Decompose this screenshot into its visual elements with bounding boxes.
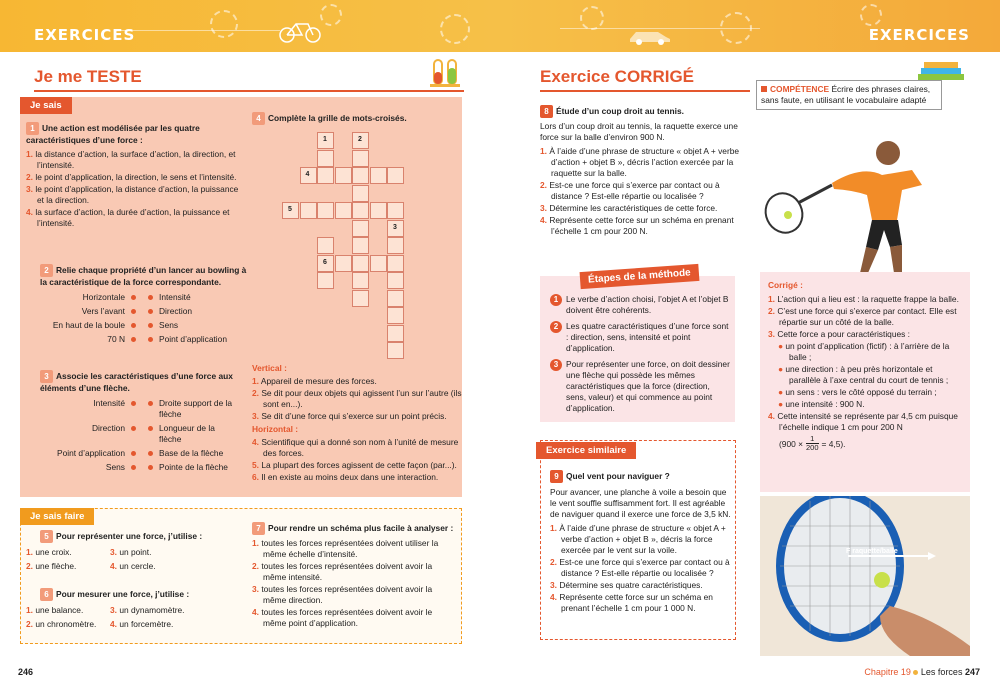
exercise-title: Quel vent pour naviguer ? xyxy=(566,471,670,481)
racket-image xyxy=(760,496,970,656)
crossword-cell[interactable] xyxy=(387,272,404,289)
match-right: Direction xyxy=(159,306,193,316)
match-dot[interactable] xyxy=(148,451,153,456)
exercise-9 xyxy=(550,470,732,615)
crossword-cell[interactable] xyxy=(387,325,404,342)
clue-item: 5. La plupart des forces agissent de cette façon (par...). xyxy=(252,460,457,470)
crossword-cell[interactable] xyxy=(317,237,334,254)
match-left: 70 N xyxy=(107,334,125,344)
left-rule xyxy=(34,90,464,92)
exercise-question: Pour mesurer une force, j’utilise : xyxy=(56,589,190,599)
answer-option: 3. un dynamomètre. xyxy=(110,605,185,615)
clue-item: 1. Appareil de mesure des forces. xyxy=(252,376,377,386)
crossword-cell[interactable] xyxy=(387,237,404,254)
crossword-cell[interactable] xyxy=(317,167,334,184)
topic-label: Les forces xyxy=(920,667,963,677)
methode-step: 3 Pour représenter une force, on doit dessiner une flèche qui possède les mêmes caractéristiques que la force (direction, sens, valeur) et qui commence au point d’application. xyxy=(556,359,732,414)
match-right: Sens xyxy=(159,320,179,330)
question-item: 2. Est-ce une force qui s’exerce par contact ou à distance ? Est-elle répartie ou localisée ? xyxy=(550,557,730,578)
exercise-5 xyxy=(26,530,240,571)
gear-icon xyxy=(320,4,342,26)
crossword-cell[interactable] xyxy=(387,307,404,324)
match-left: Horizontale xyxy=(82,292,125,302)
corrige-content xyxy=(768,280,966,452)
crossword-cell[interactable] xyxy=(317,150,334,167)
exercise-question: Pour représenter une force, j’utilise : xyxy=(56,531,203,541)
match-row xyxy=(40,398,255,420)
right-title: Exercice CORRIGÉ xyxy=(540,67,695,86)
answer-option: 4. toutes les forces représentées doivent avoir le même point d’application. xyxy=(252,607,433,628)
footer-right xyxy=(864,667,980,677)
exercise-intro: Pour avancer, une planche à voile a besoin que le vent souffle suffisamment fort. Il est agréable de naviguer quand il exerce une force de 3,5 kN. xyxy=(550,487,731,519)
vertical-title: Vertical : xyxy=(252,363,287,373)
car-icon xyxy=(628,26,672,46)
exercise-3 xyxy=(40,370,255,476)
corrige-bullet: ● une intensité : 900 N. xyxy=(778,399,865,409)
crossword-cell[interactable] xyxy=(335,167,352,184)
exercise-intro: Lors d’un coup droit au tennis, la raquette exerce une force sur la balle d’environ 900 N. xyxy=(540,121,738,142)
exercise-8 xyxy=(540,105,745,238)
question-item: 4. Représente cette force sur un schéma en prenant l’échelle 1 cm pour 1 000 N. xyxy=(550,592,713,613)
match-left: Direction xyxy=(91,423,125,433)
similaire-tag: Exercice similaire xyxy=(536,442,636,459)
crossword-cell[interactable] xyxy=(387,342,404,359)
crossword-cell[interactable] xyxy=(352,167,369,184)
crossword-cell[interactable] xyxy=(335,202,352,219)
left-title: Je me TESTE xyxy=(34,67,142,86)
clue-item: 2. Se dit pour deux objets qui agissent l’un sur l’autre (ils sont en...). xyxy=(252,388,462,409)
corrige-item: 2. C’est une force qui s’exerce par contact. Elle est répartie sur un côté de la balle. xyxy=(768,306,957,327)
clue-item: 3. Se dit d’une force qui s’exerce sur un point précis. xyxy=(252,411,447,421)
corrige-item: 1. L’action qui a lieu est : la raquette frappe la balle. xyxy=(768,294,959,304)
question-item: 2. Est-ce une force qui s’exerce par contact ou à distance ? Est-elle répartie ou localisée ? xyxy=(540,180,720,201)
question-item: 1. À l’aide d’une phrase de structure « objet A + verbe d’action + objet B », décris l’action exercée par la raquette sur la balle. xyxy=(540,146,740,178)
exercise-question: Une action est modélisée par les quatre caractéristiques d’une force : xyxy=(26,123,200,145)
je-sais-tag: Je sais xyxy=(20,97,72,114)
match-right: Intensité xyxy=(159,292,191,302)
crossword-cell[interactable] xyxy=(352,150,369,167)
header-title-left: EXERCICES xyxy=(34,26,136,44)
answer-option: 2. toutes les forces représentées doivent avoir la même intensité. xyxy=(252,561,433,582)
exercise-question: Associe les caractéristiques d’une force aux éléments d’une flèche. xyxy=(40,371,233,393)
exercise-number: 3 xyxy=(40,370,53,383)
match-dot[interactable] xyxy=(148,323,153,328)
match-dot[interactable] xyxy=(148,295,153,300)
exercise-number: 8 xyxy=(540,105,553,118)
exercise-question: Pour rendre un schéma plus facile à analyser : xyxy=(268,523,454,533)
crossword-number: 5 xyxy=(288,206,292,213)
match-dot[interactable] xyxy=(148,337,153,342)
answer-option: 1. une balance. xyxy=(26,605,84,615)
answer-option: 1. une croix. xyxy=(26,547,72,557)
question-item: 4. Représente cette force sur un schéma en prenant l’échelle 1 cm pour 200 N. xyxy=(540,215,734,236)
corrige-bullet: ● une direction : à peu près horizontale et parallèle à l’axe central du court de tennis ; xyxy=(778,364,949,385)
match-dot[interactable] xyxy=(131,465,136,470)
crossword-cell[interactable] xyxy=(352,220,369,237)
exercise-2 xyxy=(40,264,250,348)
answer-option: 2. le point d’application, la direction, le sens et l’intensité. xyxy=(26,172,237,182)
tennis-player-image xyxy=(762,125,952,275)
match-left: Intensité xyxy=(93,398,125,408)
answer-option: 4. un cercle. xyxy=(110,561,156,571)
match-row xyxy=(40,334,250,345)
match-dot[interactable] xyxy=(131,401,136,406)
clue-item: 4. Scientifique qui a donné son nom à l’unité de mesure des forces. xyxy=(252,437,459,458)
answer-option: 2. un chronomètre. xyxy=(26,619,97,629)
bicycle-icon xyxy=(278,18,322,44)
crossword-cell[interactable] xyxy=(352,290,369,307)
crossword-cell[interactable] xyxy=(387,167,404,184)
exercise-number: 9 xyxy=(550,470,563,483)
header-title-right: EXERCICES xyxy=(868,26,970,44)
crossword-cell[interactable] xyxy=(352,202,369,219)
corrige-calc: (900 × $\frac{1}{200}$ = 4,5). xyxy=(779,434,846,452)
crossword-cell[interactable] xyxy=(387,290,404,307)
answer-option: 4. la surface d’action, la durée d’action, la puissance et l’intensité. xyxy=(26,207,230,228)
answer-option: 1. la distance d’action, la surface d’action, la direction, et l’intensité. xyxy=(26,149,236,170)
header-band xyxy=(0,0,1000,52)
match-right: Droite support de la flèche xyxy=(159,398,233,419)
gear-icon xyxy=(440,14,470,44)
gear-icon xyxy=(860,4,882,26)
answer-option: 3. toutes les forces représentées doivent avoir la même direction. xyxy=(252,584,433,605)
crossword-cell[interactable] xyxy=(352,237,369,254)
methode-step: 1 Le verbe d’action choisi, l’objet A et l’objet B doivent être cohérents. xyxy=(556,294,732,316)
match-right: Point d’application xyxy=(159,334,227,344)
exercise-1 xyxy=(26,122,241,230)
match-row xyxy=(40,462,255,473)
match-dot[interactable] xyxy=(148,465,153,470)
crossword-number: 4 xyxy=(305,171,310,178)
crossword-number: 3 xyxy=(393,223,397,231)
question-item: 3. Détermine les caractéristiques de cette force. xyxy=(540,203,718,213)
corrige-title: Corrigé : xyxy=(768,280,803,290)
methode-title: Étapes de la méthode xyxy=(580,264,700,289)
match-dot[interactable] xyxy=(131,451,136,456)
answer-option: 3. le point d’application, la distance d’action, la puissance et la direction. xyxy=(26,184,239,205)
match-left: Sens xyxy=(105,462,125,472)
match-dot[interactable] xyxy=(131,323,136,328)
competence-label: COMPÉTENCE xyxy=(770,84,830,94)
match-right: Base de la flèche xyxy=(159,448,224,458)
match-dot[interactable] xyxy=(131,337,136,342)
match-dot[interactable] xyxy=(131,426,136,431)
gear-icon xyxy=(210,10,238,38)
answer-option: 3. un point. xyxy=(110,547,152,557)
exercise-6 xyxy=(26,588,240,629)
competence-box xyxy=(756,80,942,110)
crossword-cell[interactable] xyxy=(352,255,369,272)
competence-text: Écrire des phrases claires, sans faute, en utilisant le vocabulaire adapté xyxy=(761,84,931,105)
exercise-number: 2 xyxy=(40,264,53,277)
crossword-cell[interactable] xyxy=(317,202,334,219)
right-rule xyxy=(540,90,750,92)
decor-line xyxy=(120,30,280,31)
crossword-cell[interactable] xyxy=(370,202,387,219)
match-dot[interactable] xyxy=(131,295,136,300)
match-left: En haut de la boule xyxy=(52,320,125,330)
match-dot[interactable] xyxy=(148,309,153,314)
crossword-cell[interactable] xyxy=(370,167,387,184)
corrige-item: 4. Cette intensité se représente par 4,5 cm puisque l’échelle indique 1 cm pour 200 N xyxy=(768,411,958,432)
match-row xyxy=(40,306,250,317)
match-dot[interactable] xyxy=(131,309,136,314)
exercise-number: 6 xyxy=(40,588,53,601)
exercise-question: Complète la grille de mots-croisés. xyxy=(268,113,407,123)
crossword-number: 6 xyxy=(323,258,327,266)
exercise-4-clues xyxy=(252,363,464,484)
crossword-cell[interactable] xyxy=(352,272,369,289)
question-item: 1. À l’aide d’une phrase de structure « objet A + verbe d’action + objet B », décris la force exercée par le vent sur la voile. xyxy=(550,523,726,555)
match-left: Point d’application xyxy=(57,448,125,458)
corrige-item: 3. Cette force a pour caractéristiques : xyxy=(768,329,910,339)
exercise-4 xyxy=(252,112,462,125)
crossword-cell[interactable] xyxy=(352,185,369,202)
exercise-number: 5 xyxy=(40,530,53,543)
answer-option: 1. toutes les forces représentées doivent utiliser la même échelle d’intensité. xyxy=(252,538,439,559)
methode-step: 2 Les quatre caractéristiques d’une force sont : direction, sens, intensité et point d’application. xyxy=(556,321,732,354)
clue-item: 6. Il en existe au moins deux dans une interaction. xyxy=(252,472,439,482)
match-right: Pointe de la flèche xyxy=(159,462,228,472)
chapter-label: Chapitre 19 xyxy=(864,667,911,677)
match-left: Vers l’avant xyxy=(81,306,125,316)
match-right: Longueur de la flèche xyxy=(159,423,215,444)
corrige-bullet: ● un sens : vers le côté opposé du terrain ; xyxy=(778,387,937,397)
crossword-cell[interactable] xyxy=(370,255,387,272)
answer-option: 2. une flèche. xyxy=(26,561,77,571)
crossword-number: 1 xyxy=(323,136,327,143)
match-row xyxy=(40,320,250,331)
methode-steps xyxy=(553,294,732,419)
corrige-bullet: ● un point d’application (fictif) : à l’arrière de la balle ; xyxy=(778,341,950,362)
match-dot[interactable] xyxy=(148,401,153,406)
exercise-number: 1 xyxy=(26,122,39,135)
exercise-7 xyxy=(252,522,457,630)
exercise-number: 4 xyxy=(252,112,265,125)
crossword-number: 2 xyxy=(358,136,362,143)
answer-option: 4. un forcemètre. xyxy=(110,619,174,629)
page-number-left: 246 xyxy=(18,667,34,677)
match-row xyxy=(40,448,255,459)
force-label: F raquette/balle xyxy=(846,548,898,555)
gear-icon xyxy=(580,6,604,30)
crossword-cell[interactable] xyxy=(317,272,334,289)
match-row xyxy=(40,292,250,303)
horizontal-title: Horizontal : xyxy=(252,424,299,434)
je-sais-faire-tag: Je sais faire xyxy=(20,508,94,525)
exercise-title: Étude d’un coup droit au tennis. xyxy=(556,106,684,116)
crossword-cell[interactable] xyxy=(387,202,404,219)
exercise-question: Relie chaque propriété d’un lancer au bowling à la caractéristique de la force correspondante. xyxy=(40,265,247,287)
question-item: 3. Détermine ses quatre caractéristiques. xyxy=(550,580,703,590)
match-row xyxy=(40,423,255,445)
crossword-cell[interactable] xyxy=(300,202,317,219)
exercise-number: 7 xyxy=(252,522,265,535)
crossword-cell[interactable] xyxy=(335,255,352,272)
match-dot[interactable] xyxy=(148,426,153,431)
test-tubes-icon xyxy=(428,56,462,88)
crossword-cell[interactable] xyxy=(387,255,404,272)
page-number-right: 247 xyxy=(964,667,980,677)
